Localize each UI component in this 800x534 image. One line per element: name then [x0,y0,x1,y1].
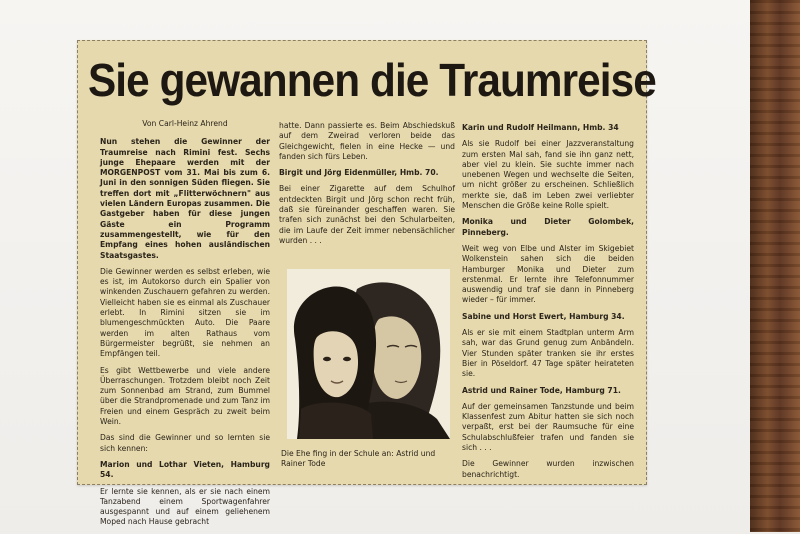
couple-text: Weit weg von Elbe und Alster im Skigebiet Wolkenstein sahen sich die beiden Hamburger Monika und Dieter zum erstenmal. Er lernte ihre Telefonnummer auswendig und traf sie dann in Pinneberg wieder – für immer. [462,243,634,305]
couple-text: Bei einer Zigarette auf dem Schulhof entdeckten Birgit und Jörg schon recht früh, daß sie füreinander geschaffen waren. Sie trafen sich zunächst bei den Schularbeiten, die im Laufe der Zeit immer nebensächlicher wurden . . . [279,184,455,245]
couple-photo [287,269,450,439]
column-middle [279,121,455,252]
column-left [100,119,270,534]
closing-note: Die Gewinner wurden inzwischen benachrichtigt. [462,459,634,479]
couple-text: Als er sie mit einem Stadtplan unterm Arm sah, war das Grund genug zum Anbändeln. Vier Stunden später tranken sie ihr erstes Bier in Pöseldorf. 47 Tage später heirateten sie. [462,328,634,379]
couple-heading: Marion und Lothar Vieten, Hamburg 54. [100,459,270,480]
paragraph: hatte. Dann passierte es. Beim Abschiedskuß auf dem Zweirad verloren beide das Gleichgewicht, fielen in eine Hecke — und fanden sich fürs Leben. [279,121,455,161]
column-right [462,121,634,486]
paragraph: Das sind die Gewinner und so lernten sie sich kennen: [100,433,270,453]
newspaper-clipping [77,40,656,527]
couple-text: Er lernte sie kennen, als er sie nach einem Tanzabend einem Sportwagenfahrer ausgespannt und auf einem geliehenem Moped nach Hause gebracht [100,486,270,527]
couple-heading: Karin und Rudolf Heilmann, Hmb. 34 [462,123,619,132]
couple-heading: Sabine und Horst Ewert, Hamburg 34. [462,311,625,321]
photo-caption: Die Ehe fing in der Schule an: Astrid und Rainer Tode [281,449,436,469]
couple-heading: Monika und Dieter Golombek, Pinneberg. [462,217,634,237]
couple-text: Als sie Rudolf bei einer Jazzveranstaltung zum ersten Mal sah, fand sie ihn ganz nett, aber viel zu klein. Sie suchte immer nach unebenen Wegen und wechselte die Seiten, um nicht größer zu erscheinen. Schließlich merkte sie, daß im Leben zwei verliebter Menschen die Größe keine Rolle spielt. [462,139,634,211]
wooden-table-edge [750,0,800,532]
paragraph: Die Gewinner werden es selbst erleben, wie es ist, im Autokorso durch ein Spalier von winkenden Zuschauern gefahren zu werden. Vielleicht haben sie es einmal als Zuschauer erlebt. In Rimini sitzen sie im blumengeschmückten Auto. Die Paare werden im alten Rathaus vom Bürgermeister begrüßt, sie nehmen an Empfängen teil. [100,266,270,359]
headline: Sie gewannen die Traumreise [88,54,656,106]
couple-heading: Birgit und Jörg Eidenmüller, Hmb. 70. [279,168,439,178]
couple-text: Auf der gemeinsamen Tanzstunde und beim Klassenfest zum Abitur hatten sie sich noch verpaßt, erst bei der Raumsuche für eine Schulabschlußfeier trafen und fanden sie sich . . . [462,401,634,453]
couple-photo-image [287,269,450,439]
byline: Von Carl-Heinz Ahrend [142,119,228,128]
paragraph: Es gibt Wettbewerbe und viele andere Überraschungen. Trotzdem bleibt noch Zeit zum Sonnenbad am Strand, zum Bummel über die Strandpromenade und zum Tanz im Freien und einem Gespräch zu zweit beim Wein. [100,365,270,427]
couple-heading: Astrid und Rainer Tode, Hamburg 71. [462,385,621,395]
intro-paragraph: Nun stehen die Gewinner der Traumreise nach Rimini fest. Sechs junge Ehepaare werden mit der MORGENPOST vom 31. Mai bis zum 6. Juni in den sonnigen Süden fliegen. Sie treffen dort mit „Flitterwöchnern" aus vielen Ländern Europas zusammen. Die Gastgeber haben für diese jungen Gäste ein Programm zusammengestellt, wie für den Empfang eines hohen ausländischen Staatsgastes. [100,137,270,260]
